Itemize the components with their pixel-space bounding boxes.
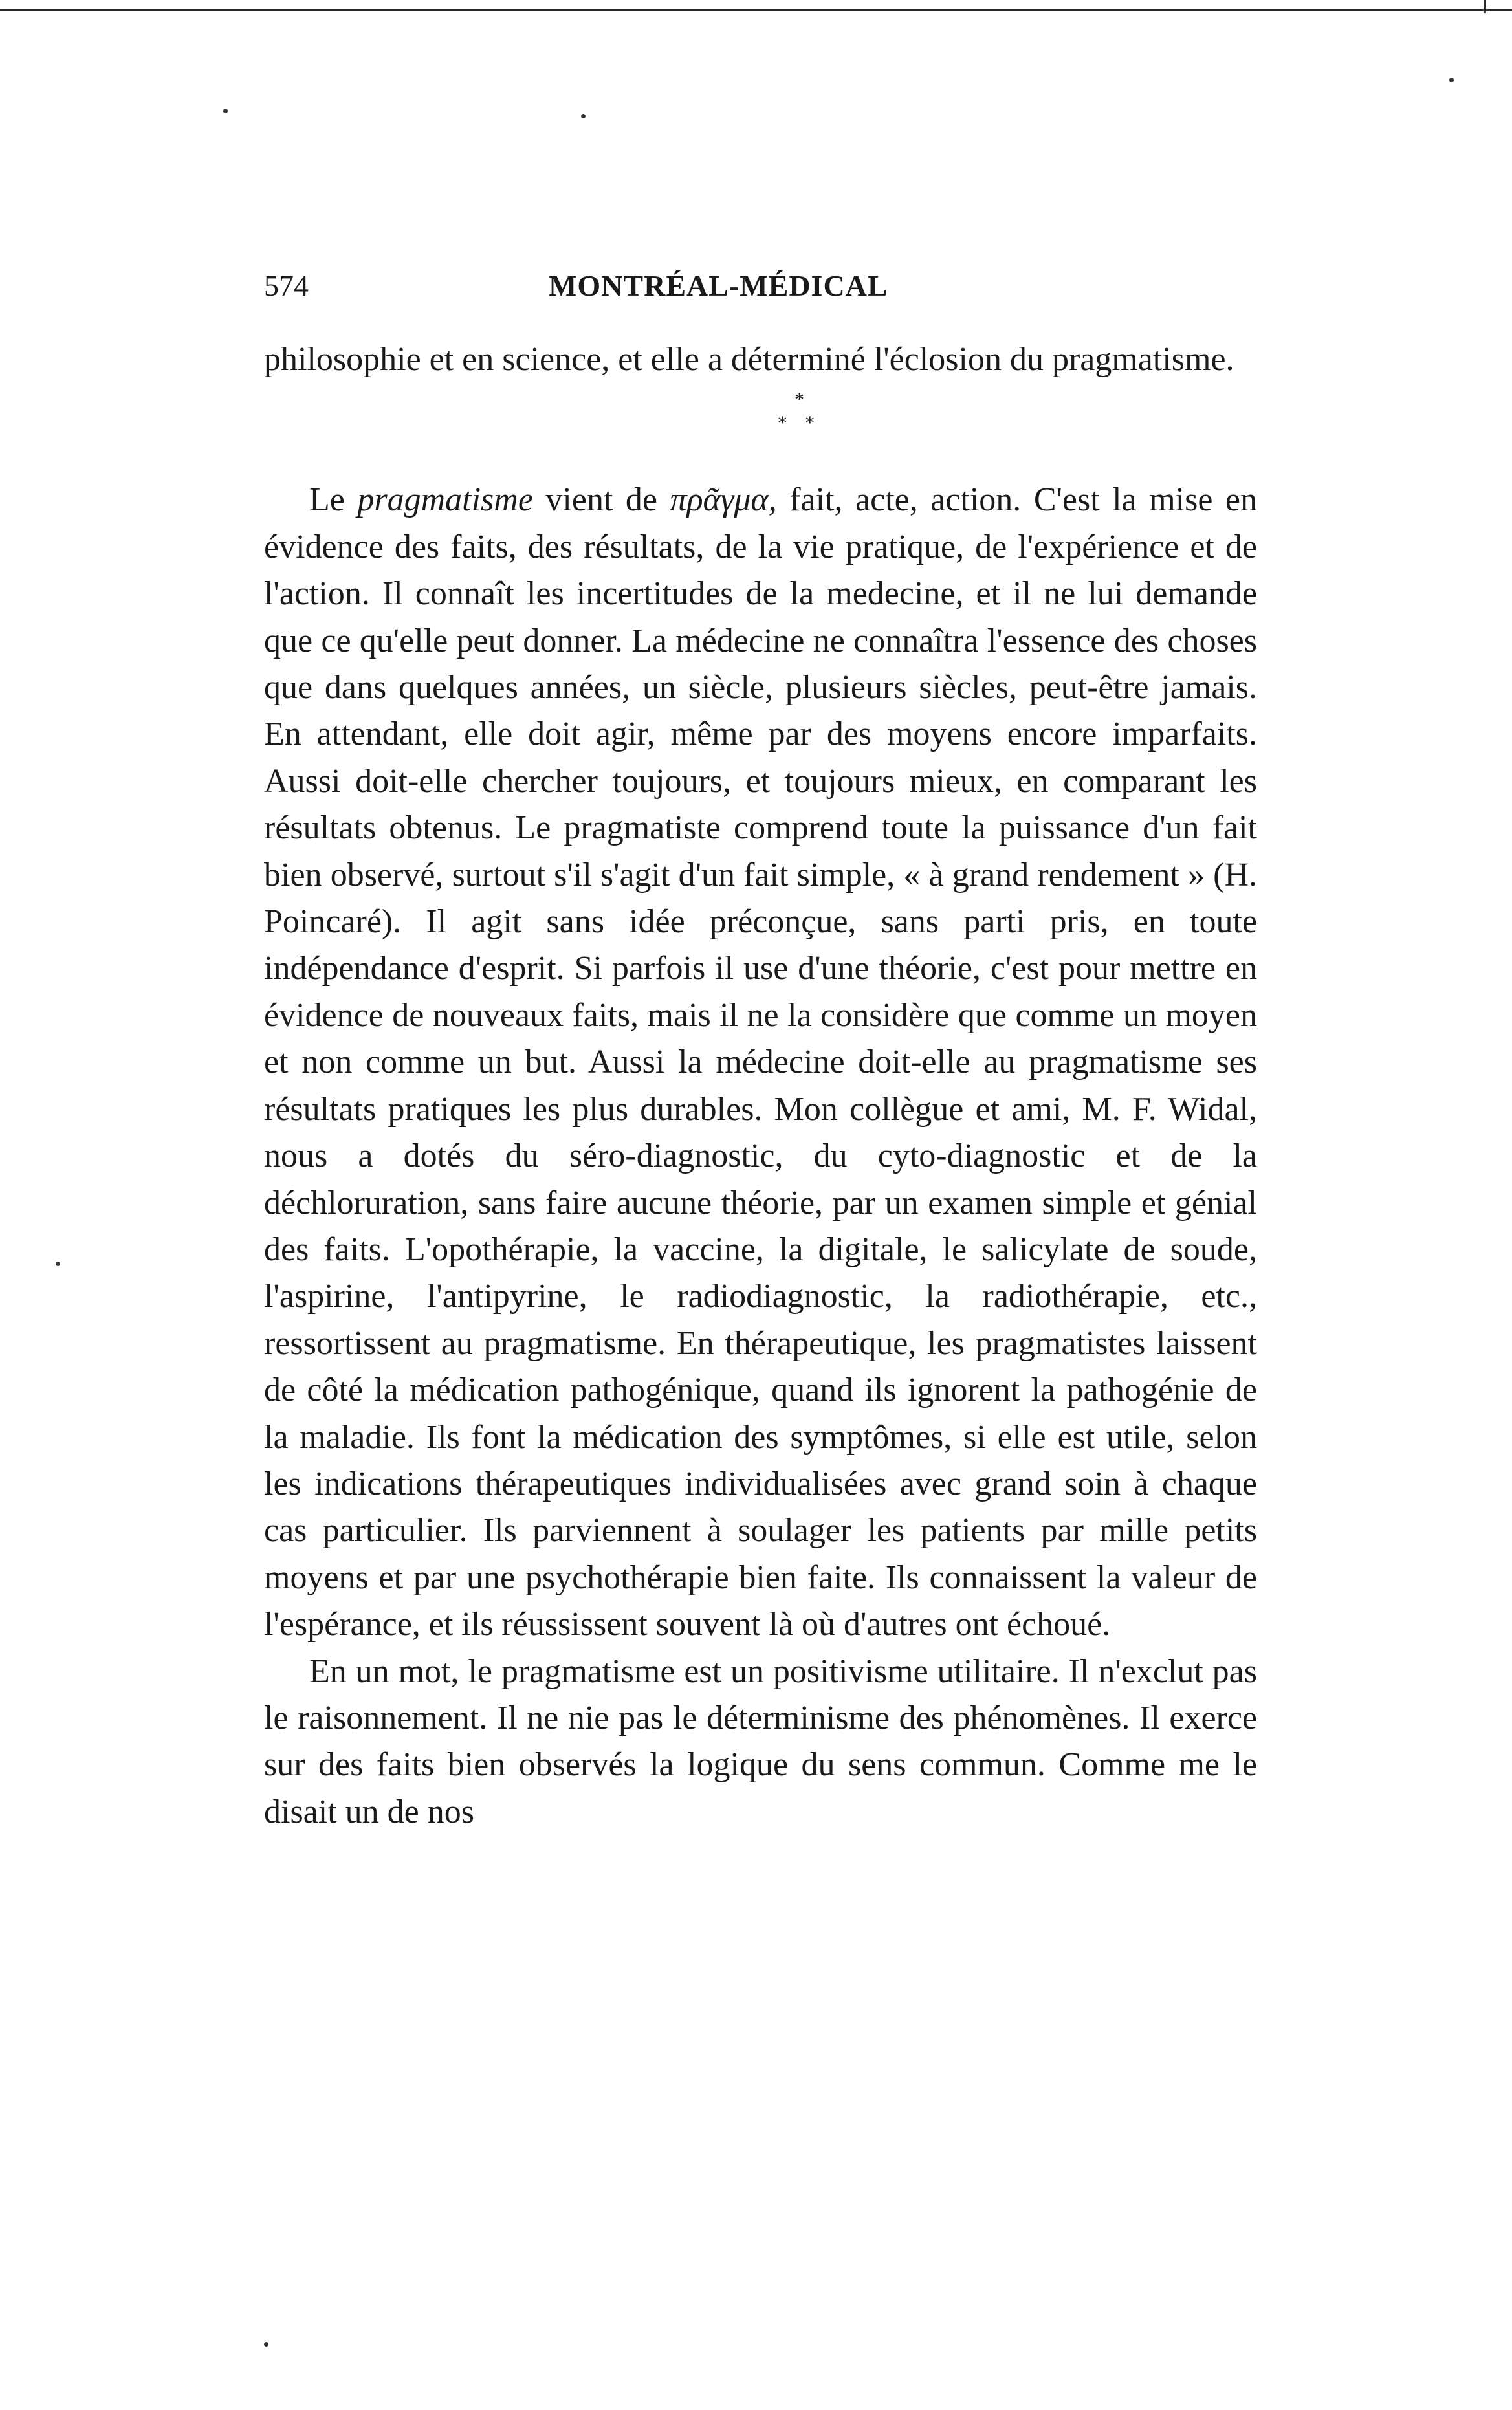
paragraph-1: philosophie et en science, et elle a déterminé l'éclosion du pragmatisme. bbox=[264, 341, 1234, 378]
scan-speck bbox=[223, 109, 228, 113]
paragraph-3: En un mot, le pragmatisme est un positivisme utilitaire. Il n'exclut pas le raisonnement. Il ne nie pas le déterminisme des phénomènes. Il exerce sur des faits bien observés la logique du sens commun. Comme me le disait un de nos bbox=[264, 1652, 1257, 1830]
scan-top-rule bbox=[0, 9, 1512, 11]
asterism-bottom: * * bbox=[777, 412, 822, 434]
page-number: 574 bbox=[264, 269, 309, 302]
section-asterism bbox=[264, 383, 1257, 477]
scan-speck bbox=[264, 2342, 268, 2347]
term-pragmatisme: pragmatisme bbox=[357, 481, 533, 519]
scan-corner-mark bbox=[1484, 0, 1486, 13]
paragraph-2-lead: Le bbox=[309, 481, 358, 519]
greek-word: πρᾶγμα, bbox=[670, 481, 777, 519]
scan-speck bbox=[1449, 78, 1454, 82]
asterism-top: * bbox=[794, 389, 804, 411]
page-header bbox=[264, 268, 1260, 314]
paragraph-2-mid: vient de bbox=[532, 481, 670, 519]
scan-speck bbox=[581, 114, 586, 118]
body-text bbox=[264, 336, 1257, 1835]
running-title: MONTRÉAL-MÉDICAL bbox=[549, 269, 888, 302]
paragraph-2-rest: fait, acte, action. C'est la mise en évidence des faits, des résultats, de la vie pratique, de l'expérience et de l'action. Il connaît les incertitudes de la medecine, et il ne lui demande que ce qu'elle peut donner. La médecine ne connaîtra l'essence des choses que dans quelques années, un siècle, plusieurs siècles, peut-être jamais. En attendant, elle doit agir, même par des moyens encore imparfaits. Aussi doit-elle chercher toujours, et toujours mieux, en comparant les résultats obtenus. Le pragmatiste comprend toute la puissance d'un fait bien observé, surtout s'il s'agit d'un fait simple, « à grand rendement » (H. Poincaré). Il agit sans idée préconçue, sans parti pris, en toute indépendance d'esprit. Si parfois il use d'une théorie, c'est pour mettre en évidence de nouveaux faits, mais il ne la considère que comme un moyen et non comme un but. Aussi la médecine doit-elle au pragmatisme ses résultats pratiques les plus durables. Mon collègue et ami, M. F. Widal, nous a dotés du séro-diagnostic, du cyto-diagnostic et de la déchloruration, sans faire aucune théorie, par un examen simple et génial des faits. L'opothérapie, la vaccine, la digitale, le salicylate de soude, l'aspirine, l'antipyrine, le radiodiagnostic, la radiothérapie, etc., ressortissent au pragmatisme. En thérapeutique, les pragmatistes laissent de côté la médication pathogénique, quand ils ignorent la pathogénie de la maladie. Ils font la médication des symptômes, si elle est utile, selon les indications thérapeutiques individualisées avec grand soin à chaque cas particulier. Ils parviennent à soulager les patients par mille petits moyens et par une psychothérapie bien faite. Ils connaissent la valeur de l'espérance, et ils réussissent souvent là où d'autres ont échoué. bbox=[264, 481, 1258, 1643]
paragraph-2 bbox=[264, 477, 1257, 1648]
scan-speck bbox=[56, 1262, 60, 1266]
